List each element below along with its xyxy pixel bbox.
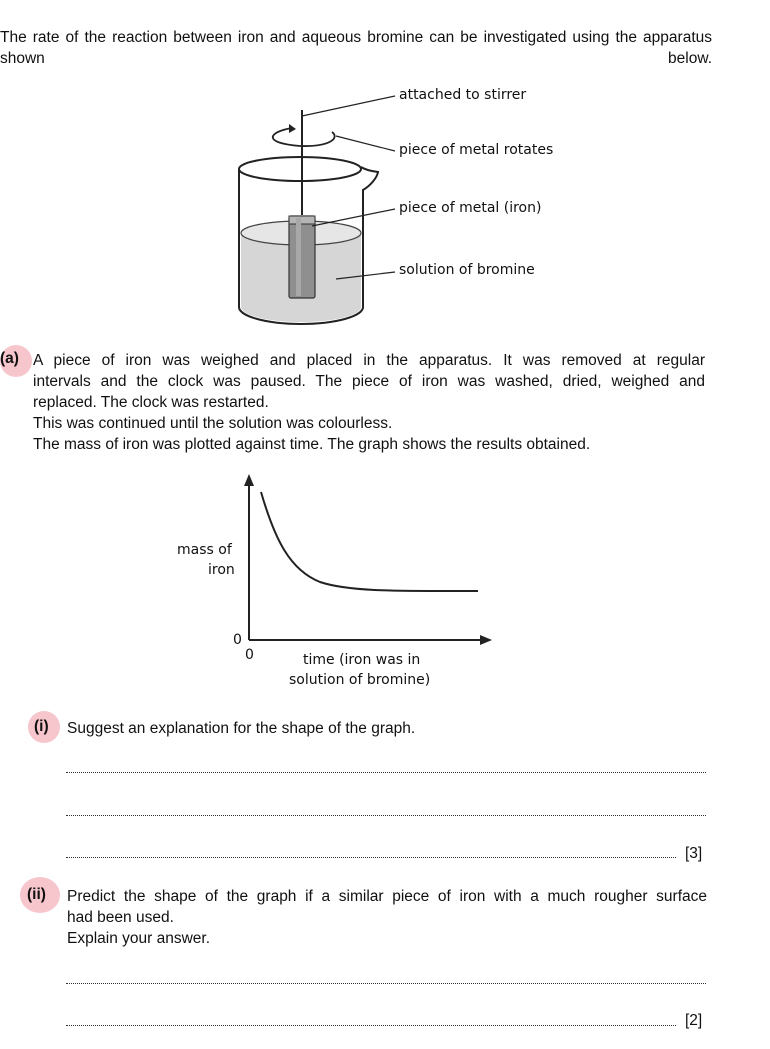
y-axis-arrowhead (244, 474, 254, 486)
question-i-text: Suggest an explanation for the shape of the graph. (67, 720, 416, 737)
x-axis-label: time (iron was in (303, 652, 421, 668)
question-tag-ii: (ii) (27, 886, 46, 903)
label-metal-rotates: piece of metal rotates (399, 142, 554, 158)
question-a-line: A piece of iron was weighed and placed in the apparatus. It was removed at regular (33, 352, 705, 369)
answer-line[interactable] (66, 983, 706, 984)
marks-ii: [2] (685, 1012, 703, 1029)
x-origin-label: 0 (245, 647, 254, 663)
question-tag-a: (a) (0, 350, 19, 367)
y-axis-label: mass of (177, 542, 232, 558)
question-a-line: replaced. The clock was restarted. (33, 394, 269, 411)
question-tag-i: (i) (34, 718, 49, 735)
question-ii-line: Predict the shape of the graph if a similar piece of iron with a much rougher surface (67, 888, 707, 905)
label-bromine-solution: solution of bromine (399, 262, 535, 278)
answer-line[interactable] (66, 815, 706, 816)
y-origin-label: 0 (233, 632, 242, 648)
label-attached-to-stirrer: attached to stirrer (399, 87, 527, 103)
answer-line[interactable] (66, 1025, 676, 1026)
intro-text: The rate of the reaction between iron and aqueous bromine can be investigated using the apparatus shown below. (0, 29, 712, 67)
question-ii-text (67, 886, 707, 949)
mass-curve (261, 492, 478, 591)
question-a-line: This was continued until the solution was colourless. (33, 415, 393, 432)
x-axis-label: solution of bromine) (289, 672, 431, 688)
question-ii-line: Explain your answer. (67, 930, 211, 947)
x-axis-arrowhead (480, 635, 492, 645)
answer-line[interactable] (66, 857, 676, 858)
answer-line[interactable] (66, 772, 706, 773)
question-a-line: The mass of iron was plotted against time. The graph shows the results obtained. (33, 436, 591, 453)
question-a-line: intervals and the clock was paused. The piece of iron was washed, dried, weighed and (33, 373, 705, 390)
question-ii-line: had been used. (67, 909, 174, 926)
marks-i: [3] (685, 845, 703, 862)
y-axis-label: iron (208, 562, 235, 578)
label-metal-iron: piece of metal (iron) (399, 200, 542, 216)
